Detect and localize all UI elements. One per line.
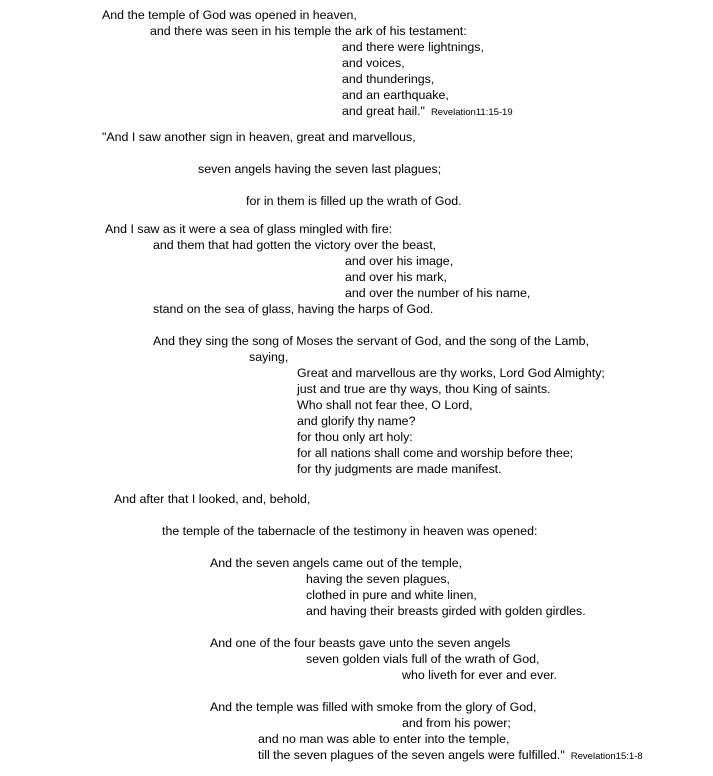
text-line: having the seven plagues, — [306, 572, 450, 586]
text-line: and an earthquake, — [342, 88, 449, 102]
text-line — [342, 103, 513, 121]
text-line: and having their breasts girded with golden girdles. — [306, 604, 586, 618]
text-line: And they sing the song of Moses the servant of God, and the song of the Lamb, — [153, 334, 590, 348]
text-line: and no man was able to enter into the temple, — [258, 732, 510, 746]
text-line: for thou only art holy: — [297, 430, 413, 444]
text-line: Great and marvellous are thy works, Lord God Almighty; — [297, 366, 605, 380]
text-line: and there were lightnings, — [342, 40, 484, 54]
text-line: just and true are thy ways, thou King of saints. — [297, 382, 551, 396]
text-line: stand on the sea of glass, having the harps of God. — [153, 302, 434, 316]
text-line: for all nations shall come and worship before thee; — [297, 446, 574, 460]
text-line-content: till the seven plagues of the seven angels were fulfilled." — [258, 748, 565, 762]
text-line: and them that had gotten the victory over the beast, — [153, 238, 437, 252]
text-line: And the temple was filled with smoke from the glory of God, — [210, 700, 537, 714]
text-line: seven golden vials full of the wrath of God, — [306, 652, 540, 666]
text-line: And the seven angels came out of the temple, — [210, 556, 463, 570]
text-line: for in them is filled up the wrath of God. — [246, 194, 462, 208]
text-line: And the temple of God was opened in heaven, — [102, 8, 357, 22]
scripture-reference: Revelation11:15-19 — [430, 107, 513, 118]
text-line: who liveth for ever and ever. — [402, 668, 557, 682]
text-line: the temple of the tabernacle of the testimony in heaven was opened: — [162, 524, 538, 538]
text-line: and glorify thy name? — [297, 414, 416, 428]
text-line: And after that I looked, and, behold, — [114, 492, 311, 506]
text-line-content: and great hail." — [342, 104, 425, 118]
text-line: and over the number of his name, — [345, 286, 531, 300]
text-line: "And I saw another sign in heaven, great and marvellous, — [102, 130, 416, 144]
text-line: and from his power; — [402, 716, 511, 730]
text-line: saying, — [249, 350, 289, 364]
text-line: and over his image, — [345, 254, 454, 268]
text-line: And one of the four beasts gave unto the seven angels — [210, 636, 511, 650]
text-line: And I saw as it were a sea of glass mingled with fire: — [105, 222, 393, 236]
text-line — [258, 747, 643, 765]
text-line: clothed in pure and white linen, — [306, 588, 477, 602]
text-line: and there was seen in his temple the ark of his testament: — [150, 24, 467, 38]
text-line: and voices, — [342, 56, 405, 70]
scripture-reference: Revelation15:1-8 — [570, 751, 643, 762]
text-line: for thy judgments are made manifest. — [297, 462, 502, 476]
text-line: and over his mark, — [345, 270, 447, 284]
text-line: seven angels having the seven last plagues; — [198, 162, 442, 176]
text-line: Who shall not fear thee, O Lord, — [297, 398, 473, 412]
text-line: and thunderings, — [342, 72, 435, 86]
